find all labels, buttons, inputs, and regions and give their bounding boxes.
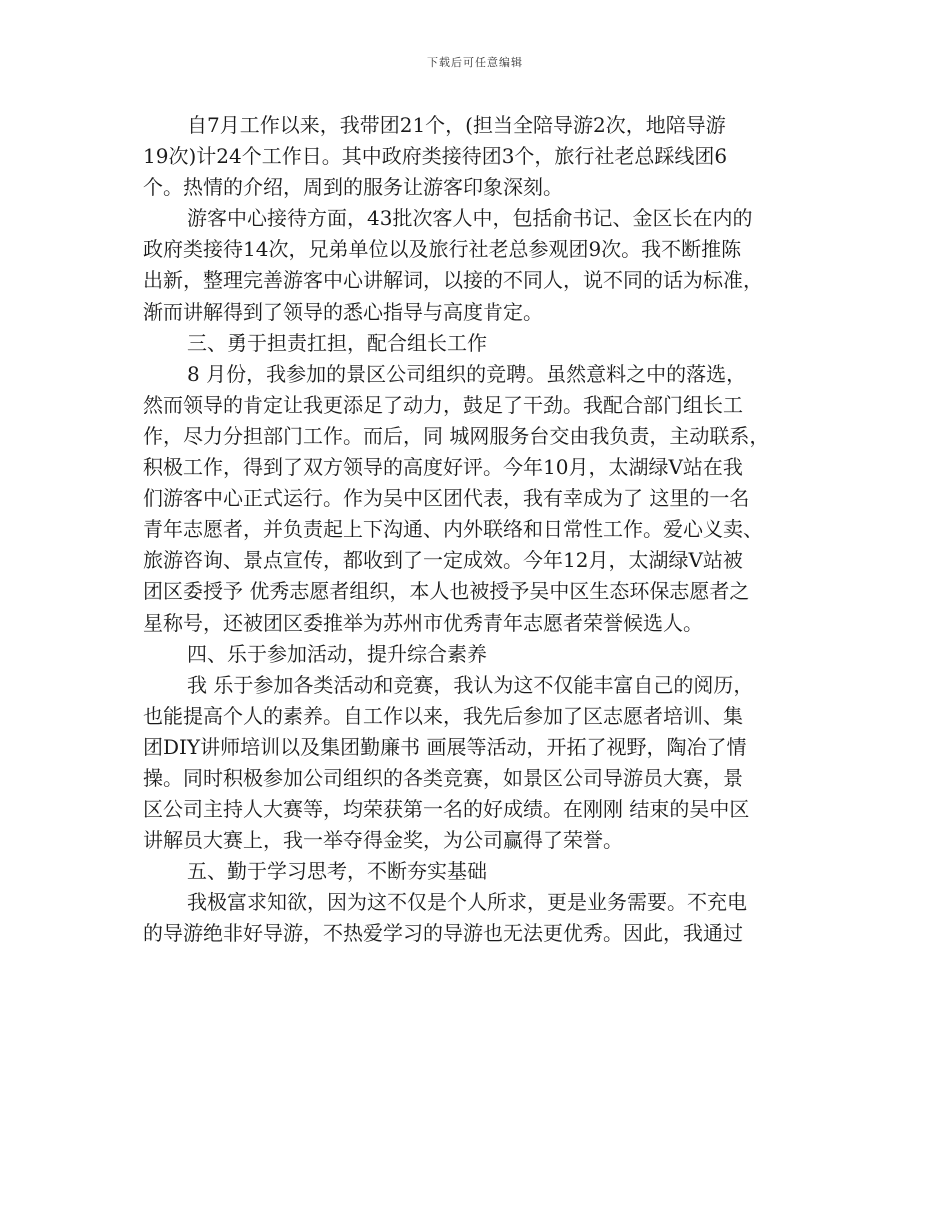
paragraph-line: 青年志愿者，并负责起上下沟通、内外联络和日常性工作。爱心义卖、 <box>143 517 763 542</box>
paragraph-line: 星称号，还被团区委推举为苏州市优秀青年志愿者荣誉候选人。 <box>143 610 703 635</box>
section-heading: 五、勤于学习思考，不断夯实基础 <box>187 859 487 884</box>
paragraph-line: 游客中心接待方面，43批次客人中，包括俞书记、金区长在内的 <box>187 206 753 231</box>
paragraph-line: 积极工作，得到了双方领导的高度好评。今年10月，太湖绿V站在我 <box>143 455 743 480</box>
paragraph-line: 的导游绝非好导游，不热爱学习的导游也无法更优秀。因此，我通过 <box>143 921 743 946</box>
paragraph-line: 8 月份，我参加的景区公司组织的竞聘。虽然意料之中的落选， <box>187 361 747 386</box>
paragraph-line: 我 乐于参加各类活动和竞赛，我认为这不仅能丰富自己的阅历， <box>187 672 754 697</box>
paragraph-line: 渐而讲解得到了领导的悉心指导与高度肯定。 <box>143 299 543 324</box>
paragraph-line: 政府类接待14次，兄弟单位以及旅行社老总参观团9次。我不断推陈 <box>143 237 742 262</box>
paragraph-line: 然而领导的肯定让我更添足了动力，鼓足了干劲。我配合部门组长工 <box>143 392 743 417</box>
paragraph-line: 讲解员大赛上，我一举夺得金奖，为公司赢得了荣誉。 <box>143 828 623 853</box>
paragraph-line: 我极富求知欲，因为这不仅是个人所求，更是业务需要。不充电 <box>187 890 747 915</box>
paragraph-line: 们游客中心正式运行。作为吴中区团代表，我有幸成为了 这里的一名 <box>143 486 750 511</box>
paragraph-line: 自7月工作以来，我带团21个，(担当全陪导游2次，地陪导游 <box>187 113 726 137</box>
paragraph-line: 也能提高个人的素养。自工作以来，我先后参加了区志愿者培训、集 <box>143 703 743 728</box>
paragraph-line: 操。同时积极参加公司组织的各类竞赛，如景区公司导游员大赛，景 <box>143 765 743 790</box>
paragraph-line: 区公司主持人大赛等，均荣获第一名的好成绩。在刚刚 结束的吴中区 <box>143 797 750 822</box>
document-body <box>143 110 813 950</box>
paragraph-line: 19次)计24个工作日。其中政府类接待团3个，旅行社老总踩线团6 <box>143 144 728 169</box>
paragraph-line: 出新，整理完善游客中心讲解词，以接的不同人，说不同的话为标准， <box>143 268 763 293</box>
page-header: 下载后可任意编辑 <box>427 56 523 69</box>
paragraph-line: 团DIY讲师培训以及集团勤廉书 画展等活动，开拓了视野，陶冶了情 <box>143 734 747 759</box>
paragraph-line: 个。热情的介绍，周到的服务让游客印象深刻。 <box>143 175 563 200</box>
paragraph-line: 旅游咨询、景点宣传，都收到了一定成效。今年12月，太湖绿V站被 <box>143 548 743 573</box>
section-heading: 三、勇于担责扛担，配合组长工作 <box>187 330 487 355</box>
paragraph-line: 作，尽力分担部门工作。而后，同 城网服务台交由我负责，主动联系， <box>143 423 770 448</box>
paragraph-line: 团区委授予 优秀志愿者组织，本人也被授予吴中区生态环保志愿者之 <box>143 579 750 604</box>
section-heading: 四、乐于参加活动，提升综合素养 <box>187 641 487 666</box>
